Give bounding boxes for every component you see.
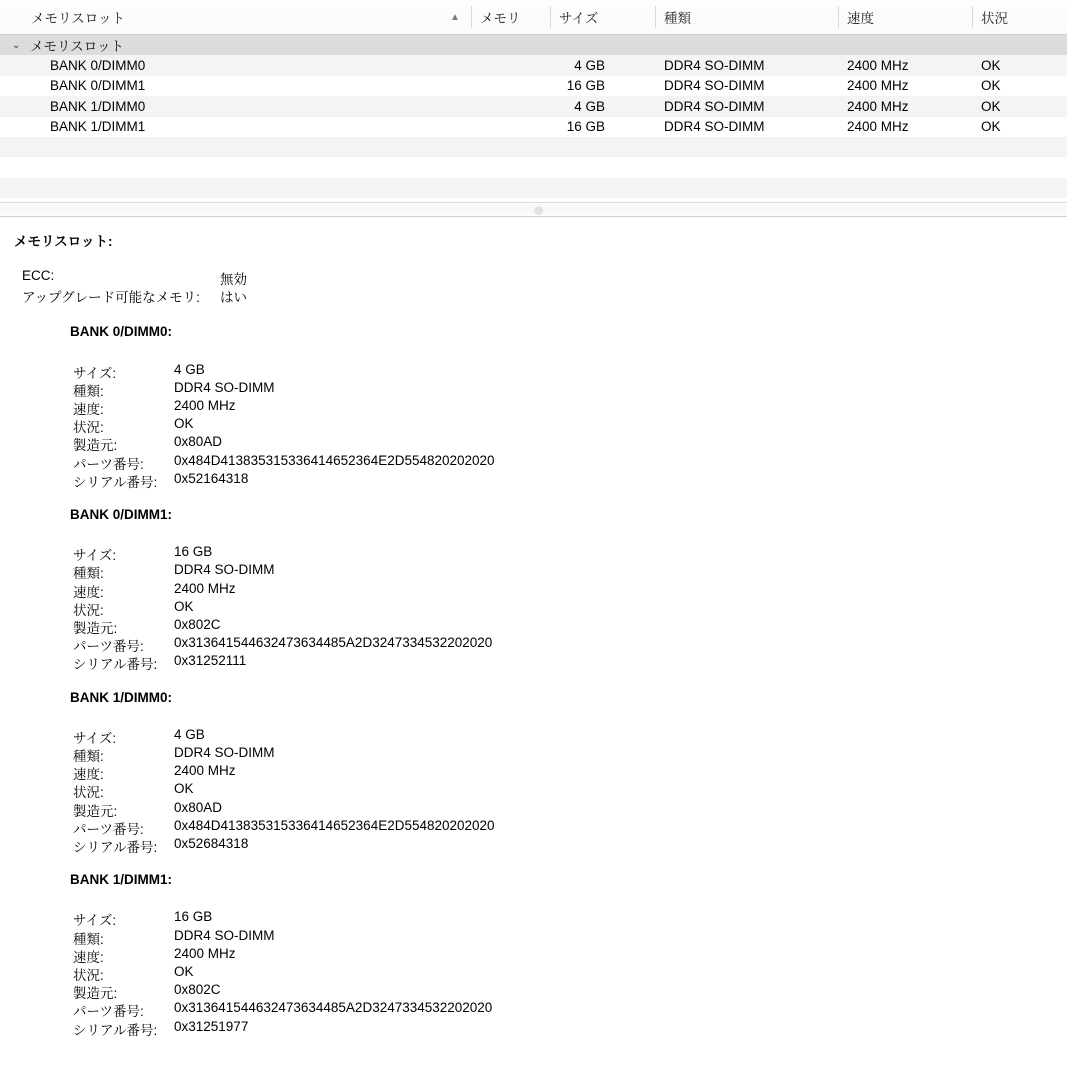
bank-title: BANK 1/DIMM1:: [70, 872, 173, 888]
bank-field-label: シリアル番号:: [73, 474, 158, 490]
bank-field-row: [0, 909, 900, 927]
cell-size: 4 GB: [574, 98, 605, 114]
bank-field-row: [0, 946, 900, 964]
bank-field-label: 種類:: [73, 931, 104, 947]
bank-field-label: 速度:: [73, 949, 104, 965]
column-header-size[interactable]: サイズ: [559, 11, 599, 26]
table-empty-row[interactable]: [0, 137, 1067, 157]
bank-field-value: DDR4 SO-DIMM: [174, 745, 275, 760]
bank-title: BANK 0/DIMM0:: [70, 324, 173, 340]
bank-field-row: [0, 800, 900, 818]
bank-field-value: 0x313641544632473634485A2D3247334532202020: [174, 1000, 493, 1016]
cell-size: 4 GB: [574, 58, 605, 74]
cell-name: BANK 0/DIMM1: [50, 78, 146, 94]
bank-field-row: [0, 836, 900, 854]
bank-field-value: OK: [174, 598, 194, 614]
bank-field-label: パーツ番号:: [73, 456, 144, 472]
cell-speed: 2400 MHz: [847, 119, 909, 135]
table-group-row[interactable]: [0, 35, 1067, 55]
cell-type: DDR4 SO-DIMM: [664, 78, 765, 94]
bank-field-value: 0x802C: [174, 982, 221, 998]
bank-field-label: 状況:: [73, 785, 104, 801]
bank-field-row: [0, 434, 900, 452]
bank-field-label: シリアル番号:: [73, 1022, 158, 1038]
bank-field-value: 0x52684318: [174, 836, 249, 851]
bank-field-value: 4 GB: [174, 726, 205, 742]
bank-field-value: 0x484D413835315336414652364E2D554820202020: [174, 817, 495, 833]
cell-speed: 2400 MHz: [847, 98, 909, 114]
bank-field-row: [0, 653, 900, 671]
bank-field-row: [0, 599, 900, 617]
bank-field-row: [0, 544, 900, 562]
bank-field-value: OK: [174, 781, 194, 797]
bank-field-label: 製造元:: [73, 438, 118, 454]
table-row[interactable]: [0, 96, 1067, 116]
bank-field-label: サイズ:: [73, 913, 117, 929]
bank-field-value: 2400 MHz: [174, 763, 236, 779]
bank-field-value: 0x484D413835315336414652364E2D554820202020: [174, 452, 495, 468]
memory-slots-table: [0, 0, 1067, 207]
bank-field-value: 0x313641544632473634485A2D3247334532202020: [174, 635, 493, 651]
cell-type: DDR4 SO-DIMM: [664, 98, 765, 114]
bank-field-row: [0, 562, 900, 580]
bank-field-label: 状況:: [73, 968, 104, 983]
detail-title: メモリスロット:: [14, 234, 113, 249]
table-row[interactable]: [0, 55, 1067, 75]
bank-field-row: [0, 416, 900, 434]
bank-field-value: 16 GB: [174, 909, 213, 925]
bank-field-row: [0, 453, 900, 471]
bank-field-value: DDR4 SO-DIMM: [174, 927, 275, 943]
bank-field-row: [0, 982, 900, 1000]
bank-field-label: 状況:: [73, 420, 104, 436]
bank-field-value: 0x31252111: [174, 653, 247, 669]
splitter-grab-handle-icon[interactable]: [534, 206, 543, 215]
bank-field-label: パーツ番号:: [73, 821, 144, 837]
column-header-type[interactable]: 種類: [664, 11, 691, 26]
bank-field-row: [0, 745, 900, 763]
pane-splitter[interactable]: [0, 202, 1067, 217]
cell-type: DDR4 SO-DIMM: [664, 119, 765, 135]
table-row[interactable]: [0, 117, 1067, 137]
bank-field-value: DDR4 SO-DIMM: [174, 379, 275, 395]
bank-field-value: 0x31251977: [174, 1018, 249, 1034]
detail-summary-row: [22, 268, 622, 286]
cell-name: BANK 1/DIMM1: [50, 119, 146, 135]
bank-field-value: 0x802C: [174, 617, 221, 632]
bank-field-label: シリアル番号:: [73, 657, 158, 673]
bank-field-label: 種類:: [73, 566, 104, 582]
bank-field-row: [0, 362, 900, 380]
cell-status: OK: [981, 98, 1001, 114]
bank-field-row: [0, 471, 900, 489]
column-header-memory[interactable]: メモリ: [480, 11, 521, 26]
bank-field-row: [0, 964, 900, 982]
cell-size: 16 GB: [566, 78, 605, 94]
bank-field-label: 種類:: [73, 749, 104, 764]
column-header-name[interactable]: メモリスロット: [31, 11, 125, 26]
bank-field-value: 16 GB: [174, 544, 213, 560]
bank-field-label: 状況:: [73, 602, 104, 618]
chevron-down-icon[interactable]: ⌄: [12, 39, 21, 51]
cell-speed: 2400 MHz: [847, 78, 909, 94]
table-rows: [0, 35, 1067, 207]
cell-status: OK: [981, 119, 1001, 135]
bank-field-value: DDR4 SO-DIMM: [174, 562, 275, 578]
bank-field-label: パーツ番号:: [73, 1004, 144, 1020]
cell-status: OK: [981, 58, 1001, 74]
bank-field-label: 速度:: [73, 767, 104, 783]
bank-field-value: 2400 MHz: [174, 580, 236, 596]
bank-field-value: 2400 MHz: [174, 945, 236, 961]
table-empty-row[interactable]: [0, 178, 1067, 198]
table-column-header: [0, 0, 1067, 35]
bank-field-label: 速度:: [73, 584, 104, 600]
detail-summary-value: 無効: [220, 272, 247, 287]
column-header-status[interactable]: 状況: [981, 11, 1008, 26]
cell-speed: 2400 MHz: [847, 58, 909, 74]
bank-field-row: [0, 763, 900, 781]
table-group-label: メモリスロット: [30, 39, 124, 55]
bank-field-row: [0, 581, 900, 599]
cell-name: BANK 1/DIMM0: [50, 98, 146, 114]
bank-field-row: [0, 928, 900, 946]
bank-field-label: サイズ:: [73, 730, 117, 746]
bank-field-row: [0, 635, 900, 653]
bank-title: BANK 0/DIMM1:: [70, 507, 173, 522]
bank-field-value: 2400 MHz: [174, 398, 236, 413]
bank-field-value: OK: [174, 416, 194, 432]
bank-field-label: パーツ番号:: [73, 639, 144, 655]
bank-field-value: OK: [174, 964, 194, 979]
bank-field-value: 0x52164318: [174, 470, 249, 486]
bank-field-label: 製造元:: [73, 803, 118, 819]
bank-field-row: [0, 727, 900, 745]
table-row[interactable]: [0, 76, 1067, 96]
bank-title: BANK 1/DIMM0:: [70, 689, 173, 705]
bank-field-value: 4 GB: [174, 361, 205, 377]
cell-name: BANK 0/DIMM0: [50, 58, 146, 74]
bank-field-row: [0, 818, 900, 836]
detail-summary-label: アップグレード可能なメモリ:: [22, 290, 200, 306]
table-empty-row[interactable]: [0, 157, 1067, 177]
bank-field-row: [0, 1019, 900, 1037]
bank-field-label: 種類:: [73, 383, 104, 399]
column-header-speed[interactable]: 速度: [847, 11, 874, 26]
bank-field-row: [0, 380, 900, 398]
sort-ascending-chevron-icon[interactable]: ▲: [450, 11, 460, 23]
bank-field-value: 0x80AD: [174, 799, 223, 815]
cell-size: 16 GB: [566, 119, 605, 135]
bank-field-label: 製造元:: [73, 986, 118, 1002]
bank-field-row: [0, 1000, 900, 1018]
detail-summary-label: ECC:: [22, 268, 55, 283]
bank-field-label: シリアル番号:: [73, 840, 158, 855]
cell-type: DDR4 SO-DIMM: [664, 58, 765, 74]
bank-field-row: [0, 781, 900, 799]
bank-field-row: [0, 617, 900, 635]
detail-summary-value: はい: [220, 290, 247, 306]
cell-status: OK: [981, 78, 1001, 94]
bank-field-value: 0x80AD: [174, 434, 223, 450]
bank-field-row: [0, 398, 900, 416]
bank-field-label: サイズ:: [73, 365, 117, 381]
bank-field-label: サイズ:: [73, 548, 117, 564]
detail-summary-row: [22, 286, 622, 304]
bank-field-label: 速度:: [73, 402, 104, 417]
bank-field-label: 製造元:: [73, 621, 118, 636]
detail-pane: [0, 218, 1067, 1080]
